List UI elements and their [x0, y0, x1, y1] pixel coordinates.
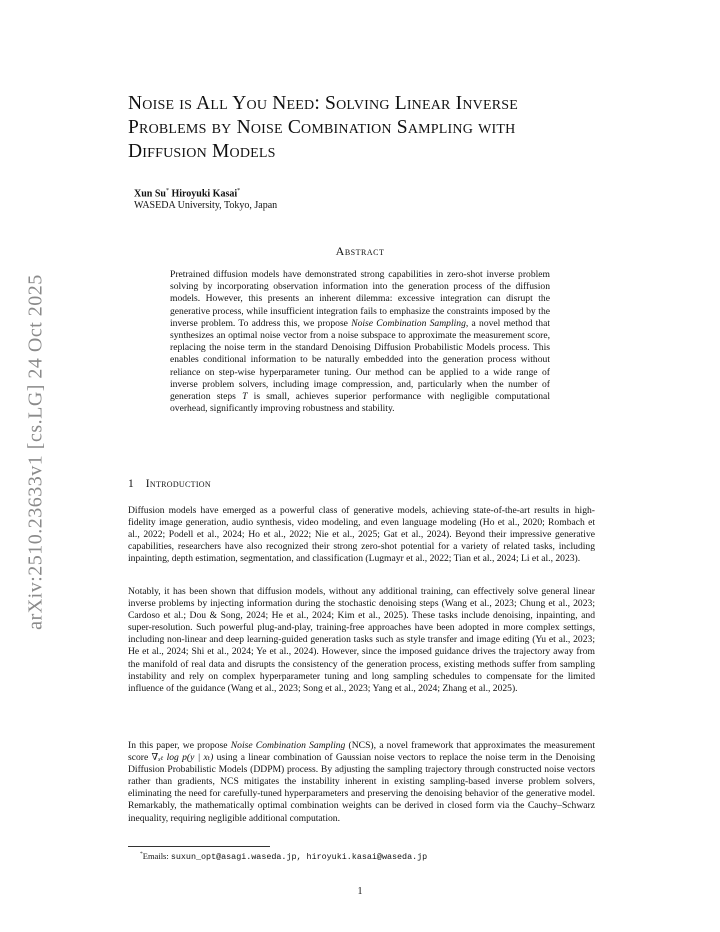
author-2: Hiroyuki Kasai: [171, 188, 238, 200]
intro-paragraph-3: [128, 740, 595, 825]
p3-part-a: In this paper, we propose: [128, 740, 231, 751]
title-line-1: Noise is All You Need: Solving Linear Inverse: [128, 93, 519, 114]
author-names: [134, 185, 277, 200]
section-heading: [128, 478, 211, 490]
arxiv-stamp: [16, 262, 56, 642]
section-number: 1: [128, 478, 134, 490]
abstract-part-3: is small, achieves superior performance with negligible computational overhead, significantly improving robustness and stability.: [170, 391, 550, 415]
abstract-var-t: T: [242, 391, 248, 403]
title-line-3: Diffusion Models: [128, 141, 276, 162]
footnote-label: Emails:: [142, 851, 171, 861]
intro-paragraph-1: Diffusion models have emerged as a powerful class of generative models, achieving state-of-the-art results in high-fidelity image generation, audio synthesis, video modeling, and even language modeling (Ho et al., 2020; Rombach et al., 2022; Podell et al., 2024; Ho et al., 2022; Nie et al., 2025; Gat et al., 2024). Beyond their impressive generative capabilities, researchers have also recognized their strong zero-shot potential for a variety of related tasks, including inpainting, depth estimation, segmentation, and classification (Lugmayr et al., 2022; Tian et al., 2024; Li et al., 2023).: [128, 505, 595, 565]
footnote: [140, 851, 427, 862]
arxiv-stamp-text: arXiv:2510.23633v1 [cs.LG] 24 Oct 2025: [24, 274, 47, 630]
footnote-rule: [128, 846, 270, 847]
author-2-mark: *: [237, 188, 241, 194]
paper-title: [128, 92, 608, 164]
abstract-part-2: , a novel method that synthesizes an optimal noise vector from a noise subspace to approximate the measurement score, replacing the noise term in the standard Denoising Diffusion Probabilistic Models process. This enables conditional information to be naturally embedded into the generation process without reliance on step-wise hyperparameter tuning. Our method can be applied to a wide range of inverse problem solvers, including image compression, and, particularly when the number of generation steps: [170, 317, 550, 403]
footnote-emails[interactable]: suxun_opt@asagi.waseda.jp, hiroyuki.kasai@waseda.jp: [170, 852, 428, 862]
affiliation: WASEDA University, Tokyo, Japan: [134, 200, 278, 212]
title-line-2: Problems by Noise Combination Sampling with: [128, 117, 516, 138]
author-1: Xun Su: [134, 188, 166, 200]
abstract-part-1: Pretrained diffusion models have demonstrated strong capabilities in zero-shot inverse problem solving by incorporating observation information into the generation process of the diffusion models. However, this presents an inherent dilemma: excessive integration can disrupt the generative process, while insufficient integration fails to emphasize the constraints imposed by the inverse problem. To address this, we propose: [170, 269, 550, 329]
abstract-method-name: Noise Combination Sampling: [351, 317, 466, 329]
p3-part-b: (NCS), a novel framework that approximates the measurement score: [128, 740, 596, 764]
p3-method-name: Noise Combination Sampling: [230, 740, 346, 751]
author-1-mark: *: [165, 188, 169, 194]
section-title: Introduction: [145, 478, 211, 490]
p3-math-score: ∇ₓₜ log p(y | xₜ): [151, 752, 214, 764]
p3-part-c: using a linear combination of Gaussian noise vectors to replace the noise term in the Denoising Diffusion Probabilistic Models (DDPM) process. By adjusting the sampling trajectory through constructed noise vectors rather than gradients, NCS mitigates the instability inherent in existing sampling-based inverse problem solvers, eliminating the need for carefully-tuned hyperparameters and preserving the denoising behavior of the generative model. Remarkably, the mathematically optimal combination weights can be derived in closed form via the Cauchy–Schwarz inequality, requiring negligible additional computation.: [128, 752, 595, 824]
abstract-heading: Abstract: [335, 244, 385, 258]
intro-paragraph-2: Notably, it has been shown that diffusion models, without any additional training, can effectively solve general linear inverse problems by injecting information during the stochastic denoising steps (Wang et al., 2023; Chung et al., 2023; Cardoso et al.; Dou & Song, 2024; He et al., 2024; Kim et al., 2025). These tasks include denoising, inpainting, and super-resolution. Such powerful plug-and-play, training-free approaches have been adopted in more complex settings, including non-linear and deep learning-guided generation tasks such as style transfer and image editing (Yu et al., 2023; He et al., 2024; Shi et al., 2024; Ye et al., 2024). However, since the imposed guidance drives the trajectory away from the manifold of real data and disrupts the consistency of the generation process, existing methods suffer from sampling instability and rely on complex hyperparameter tuning and long sampling schedules to compensate for the limited influence of the guidance (Wang et al., 2023; Song et al., 2023; Yang et al., 2024; Zhang et al., 2025).: [128, 586, 595, 694]
footnote-mark: *: [140, 851, 143, 858]
page-number: 1: [357, 886, 363, 897]
author-block: [134, 185, 277, 212]
abstract-body: [170, 269, 550, 415]
